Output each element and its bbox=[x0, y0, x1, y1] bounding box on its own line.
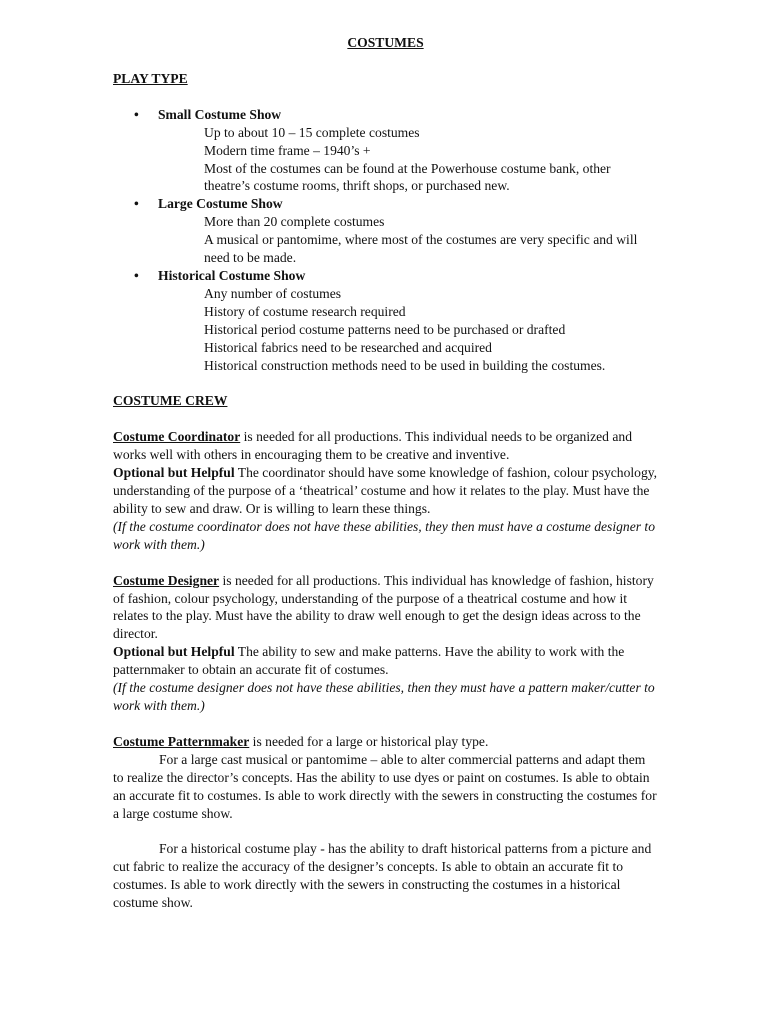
designer-optional-text: The ability to sew and make patterns. Have the ability to work with the patternmaker to obtain an accurate fit of costumes. bbox=[113, 644, 625, 678]
show-detail: Historical period costume patterns need to be purchased or drafted bbox=[204, 321, 566, 337]
list-item-historical-costume-show bbox=[113, 267, 658, 374]
coordinator-paragraph bbox=[113, 428, 658, 553]
list-item-small-costume-show bbox=[113, 106, 658, 196]
show-detail: More than 20 complete costumes bbox=[204, 214, 385, 230]
designer-role-title: Costume Designer bbox=[113, 572, 220, 588]
show-detail: Modern time frame – 1940’s + bbox=[204, 142, 371, 158]
coordinator-optional-label: Optional but Helpful bbox=[113, 465, 235, 481]
bullet-icon: • bbox=[134, 196, 139, 212]
show-detail: A musical or pantomime, where most of the costumes are very specific and will need to be made. bbox=[204, 232, 638, 266]
list-item-large-costume-show bbox=[113, 195, 658, 267]
play-type-list bbox=[113, 106, 658, 375]
bullet-icon: • bbox=[134, 267, 139, 283]
show-type-name: Large Costume Show bbox=[158, 196, 283, 212]
show-detail: Most of the costumes can be found at the Powerhouse costume bank, other theatre’s costume rooms, thrift shops, or purchased new. bbox=[204, 160, 611, 194]
designer-optional-label: Optional but Helpful bbox=[113, 644, 235, 660]
show-type-name: Small Costume Show bbox=[158, 106, 282, 122]
designer-paragraph bbox=[113, 572, 658, 715]
costume-crew-heading: COSTUME CREW bbox=[113, 393, 228, 409]
patternmaker-role-title: Costume Patternmaker bbox=[113, 733, 250, 749]
show-details bbox=[158, 124, 658, 196]
document-page bbox=[113, 34, 658, 912]
bullet-icon: • bbox=[134, 106, 139, 122]
coordinator-role-title: Costume Coordinator bbox=[113, 429, 241, 445]
patternmaker-historical-show-paragraph: For a historical costume play - has the ability to draft historical patterns from a picture and cut fabric to realize the accuracy of the designer’s concepts. Is able to obtain an accurate fit to costumes. Is able to work directly with the sewers in constructing the costumes in a historical costume show. bbox=[113, 841, 652, 911]
patternmaker-large-show-paragraph: For a large cast musical or pantomime – able to alter commercial patterns and adapt them to realize the director’s concepts. Has the ability to use dyes or paint on costumes. Is able to obtain an accurate fit to costumes. Is able to work directly with the sewers in constructing the costumes for a large costume show. bbox=[113, 751, 657, 821]
coordinator-optional-text: The coordinator should have some knowledge of fashion, colour psychology, understanding of the purpose of a ‘theatrical’ costume and how it relates to the play. Must have the ability to sew and draw. Or is willing to learn these things. bbox=[113, 465, 658, 516]
coordinator-description: is needed for all productions. This individual needs to be organized and works well with others in encouraging them to be creative and inventive. bbox=[113, 429, 632, 463]
play-type-heading: PLAY TYPE bbox=[113, 70, 188, 86]
document-title: COSTUMES bbox=[347, 35, 424, 50]
show-detail: Historical construction methods need to be used in building the costumes. bbox=[204, 357, 606, 373]
show-detail: Up to about 10 – 15 complete costumes bbox=[204, 124, 420, 140]
designer-description: is needed for all productions. This individual has knowledge of fashion, history of fashion, colour psychology, understanding of the purpose of a theatrical costume and how it relates to the play. Must have the ability to draw well enough to get the design ideas across to the director. bbox=[113, 572, 654, 642]
patternmaker-description: is needed for a large or historical play type. bbox=[249, 733, 489, 749]
coordinator-note: (If the costume coordinator does not have these abilities, they then must have a costume designer to work with them.) bbox=[113, 518, 655, 552]
show-detail: Any number of costumes bbox=[204, 285, 342, 301]
show-details bbox=[158, 213, 658, 267]
show-detail: Historical fabrics need to be researched and acquired bbox=[204, 339, 492, 355]
patternmaker-paragraph bbox=[113, 733, 658, 823]
show-detail: History of costume research required bbox=[204, 303, 406, 319]
show-details bbox=[158, 285, 658, 375]
designer-note: (If the costume designer does not have these abilities, then they must have a pattern maker/cutter to work with them.) bbox=[113, 680, 655, 713]
show-type-name: Historical Costume Show bbox=[158, 267, 306, 283]
